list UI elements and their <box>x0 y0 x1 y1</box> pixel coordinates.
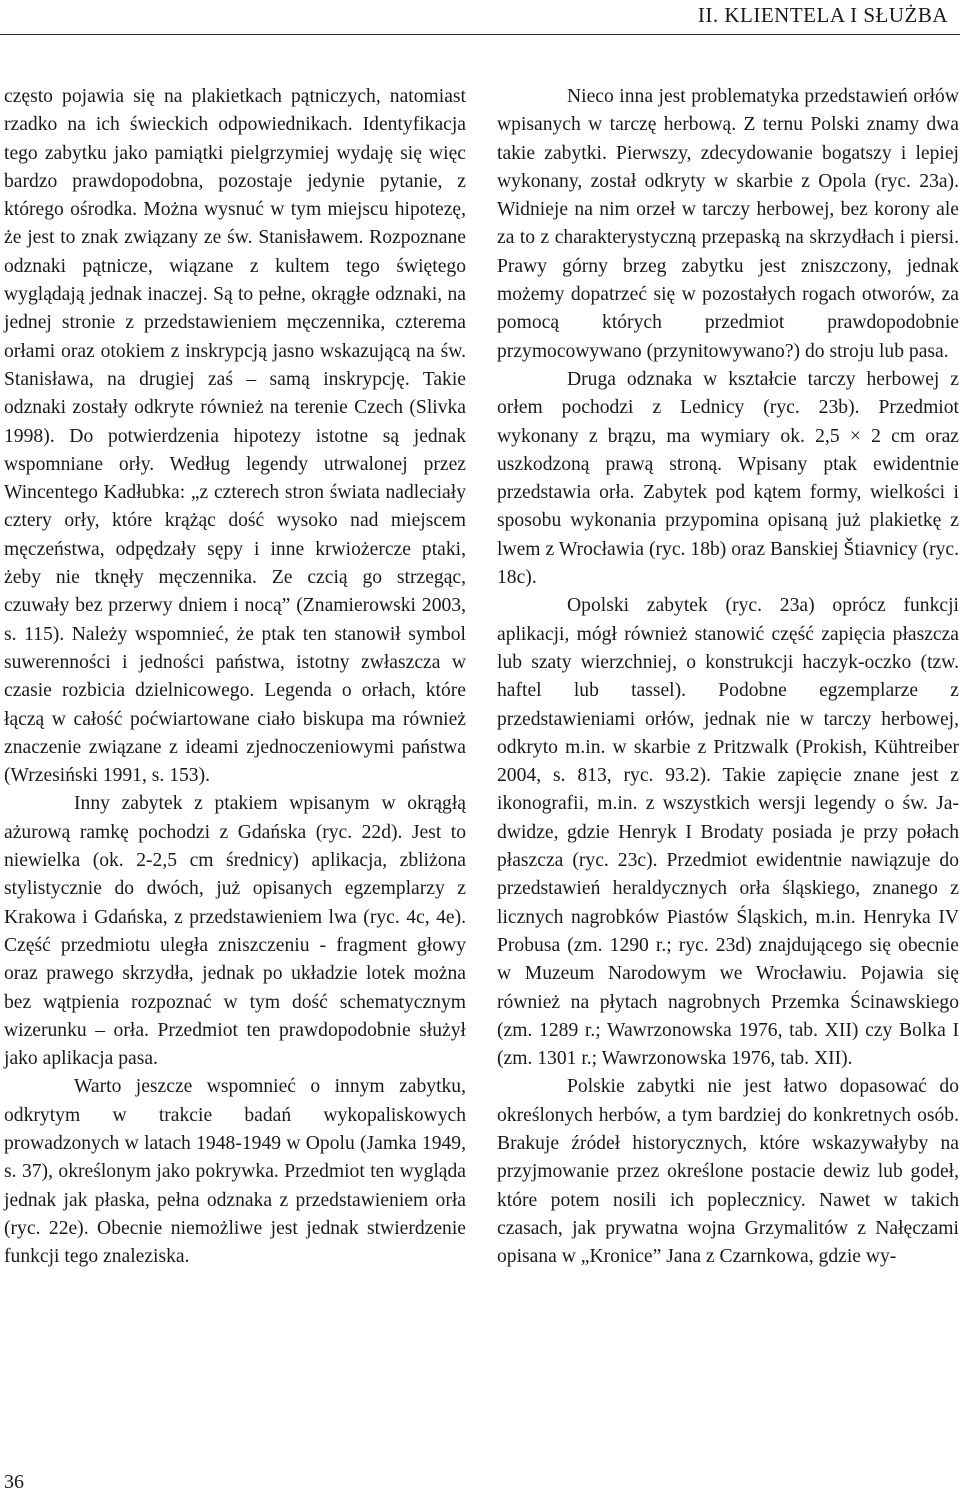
paragraph: Warto jeszcze wspomnieć o innym zabytku, odkrytym w trakcie badań wykopaliskowych prowadzonych w latach 1948-1949 w Opolu (Jamka 1949, s. 37), określonym jako pokrywka. Przedmiot ten wygląda jednak jak płaska, pełna odznaka z przedstawieniem orła (ryc. 22e). Obecnie niemożliwe jest jednak stwierdzenie funkcji tego znaleziska. <box>4 1076 466 1268</box>
paragraph: Nieco inna jest problematyka przedstawień orłów wpisanych w tarczę herbową. Z ternu Polski znamy dwa takie zabytki. Pierwszy, zdecydowanie bogatszy i lepiej wykonany, został odkryty w skarbie z Opola (ryc. 23a). Widnieje na nim orzeł w tarczy herbowej, bez korony ale za to z charakterystyczną przepaską na skrzydłach i piersi. Prawy górny brzeg zabytku jest zniszczony, jednak możemy dopatrzeć się w pozostałych rogach otworów, za pomocą których przedmiot prawdopodobnie przymocowywano (przynitowywano?) do stroju lub pasa. <box>497 86 959 362</box>
paragraph: Polskie zabytki nie jest łatwo dopasować do określonych herbów, a tym bardziej do konkretnych osób. Brakuje źródeł historycznych, które wskazywałyby na przyjmowanie przez określone postacie dewiz lub godeł, które potem nosili ich poplecznicy. Nawet w takich czasach, jak prywatna wojna Grzymalitów z Nałęczami opisana w „Kronice” Jana z Czarnkowa, gdzie wy- <box>497 1076 959 1268</box>
right-column <box>497 83 959 1271</box>
left-column <box>4 83 466 1271</box>
page-number: 36 <box>4 1471 24 1493</box>
paragraph: Druga odznaka w kształcie tarczy herbowej z orłem pochodzi z Lednicy (ryc. 23b). Przedmiot wykonany z brązu, ma wymiary ok. 2,5 × 2 cm oraz uszkodzoną prawą stroną. Wpisany ptak ewidentnie przedstawia orła. Zabytek pod kątem formy, wielkości i sposobu wykonania przypomina opisaną już plakietkę z lwem z Wrocławia (ryc. 18b) oraz Banskiej Štiavnicy (ryc. 18c). <box>497 368 959 589</box>
paragraph: Inny zabytek z ptakiem wpisanym w okrągłą ażurową ramkę pochodzi z Gdańska (ryc. 22d). Jest to niewielka (ok. 2-2,5 cm średnicy) aplikacja, zbliżona stylistycznie do dwóch, już opisanych egzemplarzy z Krakowa i Gdańska, z przedstawieniem lwa (ryc. 4c, 4e). Część przedmiotu uległa zniszczeniu - fragment głowy oraz prawego skrzydła, jednak po układzie lotek można bez wątpienia rozpoznać w tym dość schematycznym wizerunku – orła. Przedmiot ten prawdopodobnie służył jako aplikacja pasa. <box>4 793 466 1070</box>
header-title: II. KLIENTELA I SŁUŻBA <box>697 3 948 27</box>
paragraph: Opolski zabytek (ryc. 23a) oprócz funkcji aplikacji, mógł również stanowić część zapięcia płaszcza lub szaty wierzchniej, o konstrukcji haczyk-oczko (tzw. haftel lub tassel). Podobne egzemplarze z przedstawieniami orłów, jednak nie w tarczy herbowej, odkryto m.in. w skarbie z Pritzwalk (Prokish, Kühtreiber 2004, s. 813, ryc. 93.2). Takie zapięcie znane jest z ikonografii, m.in. z wszystkich wersji legendy o św. Jadwidze, gdzie Henryk I Brodaty posiada je przy połach płaszcza (ryc. 23c). Przedmiot ewidentnie nawiązuje do przedstawień heraldycznych orła śląskiego, znanego z licznych nagrobków Piastów Śląskich, m.in. Henryka IV Probusa (zm. 1290 r.; ryc. 23d) znajdującego się obecnie w Muzeum Narodowym we Wrocławiu. Pojawia się również na płytach nagrobnych Przemka Ścinawskiego (zm. 1289 r.; Wawrzonowska 1976, tab. XII) czy Bolka I (zm. 1301 r.; Wawrzonowska 1976, tab. XII). <box>497 595 959 1070</box>
paragraph: często pojawia się na plakietkach pątniczych, natomiast rzadko na ich świeckich odpowiednikach. Identyfikacja tego zabytku jako pamiątki pielgrzymiej wydaję się więc bardzo prawdopodobna, pozostaje jedynie pytanie, z którego ośrodka. Można wysnuć w tym miejscu hipotezę, że jest to znak związany ze św. Stanisławem. Rozpoznane odznaki pątnicze, wiązane z kultem tego świętego wyglądają jednak inaczej. Są to pełne, okrągłe odznaki, na jednej stronie z przedstawieniem męczennika, czterema orłami oraz otokiem z inskrypcją jasno wskazującą na św. Stanisława, na drugiej zaś – samą inskrypcję. Takie odznaki zostały odkryte również na terenie Czech (Slivka 1998). Do potwierdzenia hipotezy istotne są jednak wspomniane orły. Według legendy utrwalonej przez Wincentego Kadłubka: „z czterech stron świata nadleciały cztery orły, które krążąc dość wysoko nad miejscem męczeństwa, odpędzały sępy i inne krwiożercze ptaki, żeby nie tknęły męczennika. Ze czcią go strzegąc, czuwały bez przerwy dniem i nocą” (Znamierowski 2003, s. 115). Należy wspomnieć, że ptak ten stanowił symbol suwerenności i jedności państwa, istotny zwłaszcza w czasie rozbicia dzielnicowego. Legenda o orłach, które łączą w całość poćwiartowane ciało biskupa ma również znaczenie związane z ideami zjednoczeniowymi państwa (Wrzesiński 1991, s. 153). <box>4 86 466 787</box>
running-header <box>0 0 960 35</box>
